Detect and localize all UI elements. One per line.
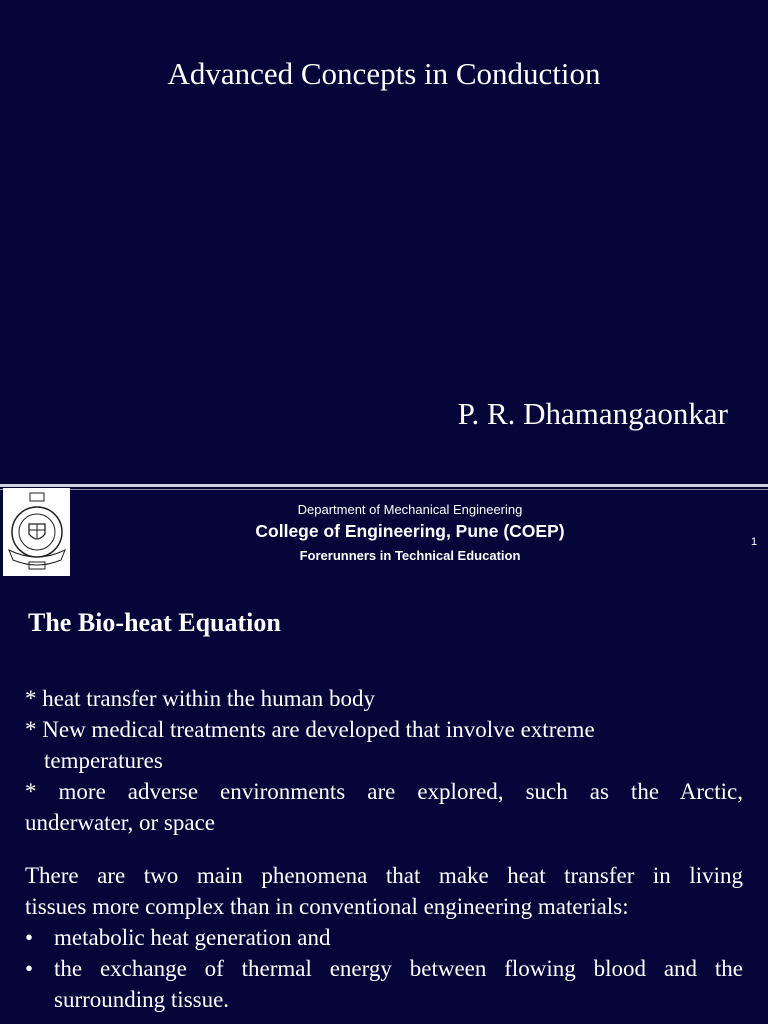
list-item: [25, 984, 743, 1015]
slide-number: 1: [751, 536, 758, 548]
point-text: * New medical treatments are developed that involve extreme: [25, 717, 595, 742]
point-text: * more adverse environments are explored, such as the Arctic,: [25, 779, 743, 804]
footer-divider: [0, 484, 768, 487]
college-name: College of Engineering, Pune (COEP): [255, 521, 565, 541]
bullet-text: metabolic heat generation and: [54, 925, 331, 950]
bullet-marker: •: [25, 925, 34, 950]
paragraph-line: There are two main phenomena that make heat transfer in living: [25, 863, 743, 888]
bullet-text: surrounding tissue.: [54, 987, 230, 1012]
department-name: Department of Mechanical Engineering: [297, 502, 523, 517]
bullet-text: the exchange of thermal energy between flowing blood and the: [54, 956, 743, 981]
footer-divider-line: [0, 489, 768, 490]
point-text: * heat transfer within the human body: [25, 686, 376, 711]
title-slide: [0, 0, 768, 484]
slide-title: Advanced Concepts in Conduction: [167, 56, 601, 91]
college-tagline: Forerunners in Technical Education: [299, 548, 521, 563]
list-item: [25, 922, 743, 953]
paragraph-line: tissues more complex than in conventional engineering materials:: [25, 894, 629, 919]
author-name: P. R. Dhamangaonkar: [457, 396, 728, 431]
slide-body: [25, 683, 743, 1015]
bullet-marker: •: [25, 956, 34, 981]
list-item: [25, 953, 743, 984]
point-text: underwater, or space: [25, 810, 216, 835]
section-heading: The Bio-heat Equation: [28, 608, 281, 637]
point-text: temperatures: [44, 748, 163, 773]
